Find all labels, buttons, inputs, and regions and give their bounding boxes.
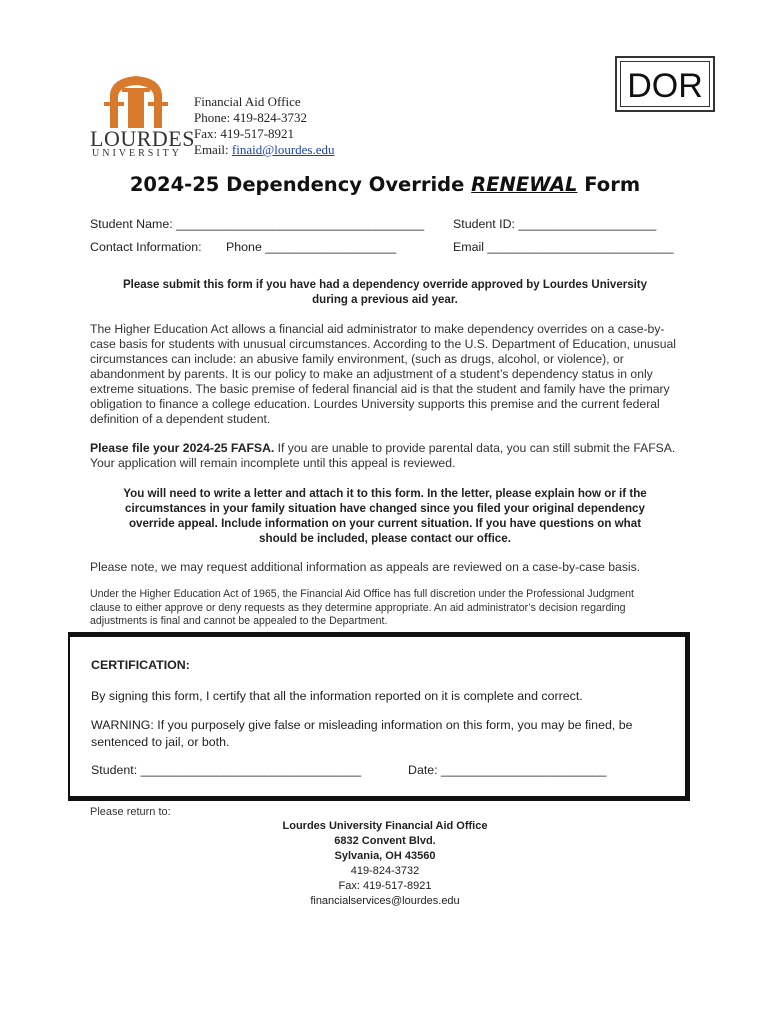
hea-line-2: clause to either approve or deny requests as they determine appropriate. An aid administrator’s decision regarding [90,601,626,614]
return-address [0,819,770,909]
hea-line-1: Under the Higher Education Act of 1965, the Financial Aid Office has full discretion under the Professional Judgment [90,588,634,600]
contact-info-label: Contact Information: [90,240,202,254]
return-street: 6832 Convent Blvd. [334,835,436,847]
note-paragraph: Please note, we may request additional information as appeals are reviewed on a case-by-case basis. [90,560,641,574]
return-city: Sylvania, OH 43560 [334,850,436,862]
return-fax: Fax: 419-517-8921 [338,880,432,892]
certification-heading: CERTIFICATION: [91,658,190,672]
office-phone: Phone: 419-824-3732 [194,110,308,125]
intro-notice [90,278,680,308]
letter-line-4: should be included, please contact our office. [259,532,511,545]
certification-warning [91,717,661,751]
intro-line-1: Please submit this form if you have had a dependency override approved by Lourdes University [122,279,648,291]
policy-paragraph: The Higher Education Act allows a financial aid administrator to make dependency overrides on a case-by-case basis for students with unusual circumstances. According to the U.S. Department of Education, unusual circumstances can include: an abusive family environment, (such as drugs, alcohol, or violence), or abandonment by parents. It is our policy to make an adjustment of a student’s dependency status in only extreme situations. The basic premise of federal financial aid is that the student and family have the primary obligation to finance a college education. Lourdes University supports this premise and the current federal definition of a dependent student. [90,322,676,426]
title-prefix: 2024-25 Dependency Override [129,173,472,196]
hea-disclaimer [90,588,690,629]
student-id-field[interactable]: Student ID: ____________________ [453,217,657,231]
logo-wordmark: LOURDES [90,126,195,151]
signature-date-field[interactable]: Date: ________________________ [408,763,607,777]
page-title [0,173,770,196]
fafsa-bold: Please file your 2024-25 FAFSA. [90,441,275,455]
letter-instructions [90,486,680,546]
letter-line-3: override appeal. Include information on your current situation. If you have questions on what [128,517,642,530]
intro-line-2: during a previous aid year. [312,294,458,306]
student-signature-field[interactable]: Student: ________________________________ [91,763,362,777]
office-contact-block [194,94,335,158]
letter-line-2: circumstances in your family situation have changed since you filed your original dependency [125,502,645,515]
form-code: DOR [620,61,710,107]
logo-subtitle: UNIVERSITY [92,148,182,159]
fafsa-paragraph [90,441,680,471]
title-suffix: Form [577,173,641,196]
office-fax: Fax: 419-517-8921 [194,126,295,141]
return-phone: 419-824-3732 [350,865,420,877]
return-email: financialservices@lourdes.edu [310,895,460,907]
form-code-box [615,56,715,112]
email-field[interactable]: Email ___________________________ [453,240,674,254]
phone-field[interactable]: Phone ___________________ [226,240,397,254]
certification-box [68,635,690,801]
letter-line-1: You will need to write a letter and attach it to this form. In the letter, please explain how or if the [123,487,647,500]
title-emphasis: RENEWAL [471,173,578,196]
fafsa-rest: If you are unable to provide parental data, you can still submit the FAFSA. Your application will remain incomplete until this appeal is reviewed. [90,441,676,470]
hea-line-3: adjustments is final and cannot be appealed to the Department. [90,615,388,627]
return-label: Please return to: [90,806,171,818]
student-name-field[interactable]: Student Name: ____________________________________ [90,217,425,231]
office-name: Financial Aid Office [194,94,301,109]
warning-line-2: sentenced to jail, or both. [91,735,230,749]
email-label: Email: [194,142,232,157]
email-link[interactable]: finaid@lourdes.edu [231,142,335,157]
return-org: Lourdes University Financial Aid Office [282,820,488,832]
certification-statement: By signing this form, I certify that all the information reported on it is complete and correct. [91,689,583,703]
office-email [194,142,335,158]
warning-line-1: WARNING: If you purposely give false or misleading information on this form, you may be fined, be [91,718,633,732]
